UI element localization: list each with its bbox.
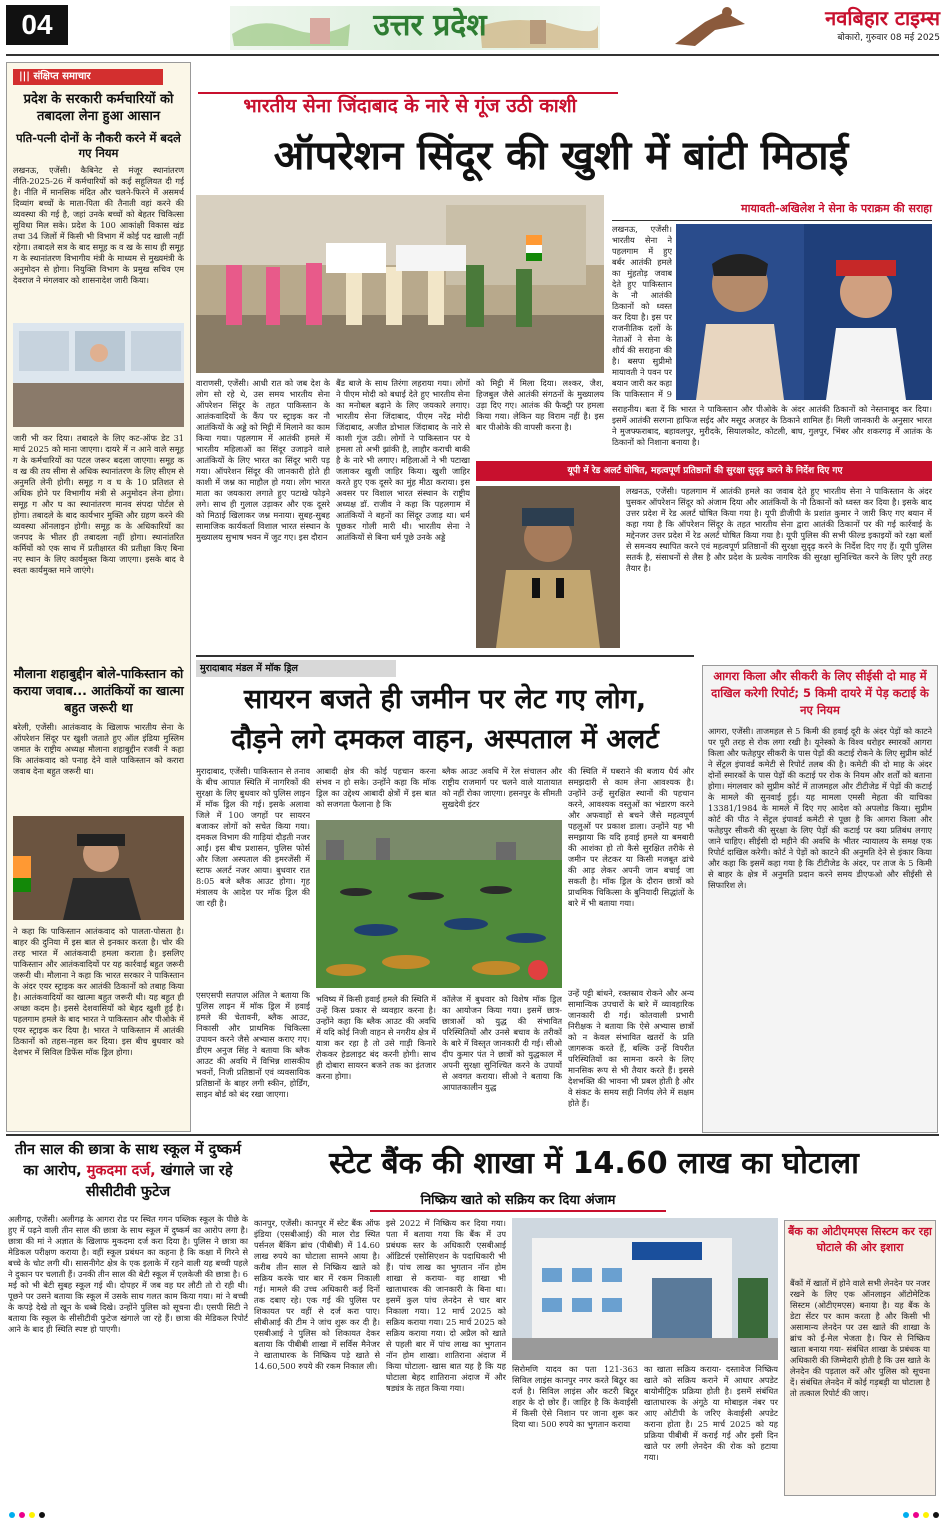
lead-body-col1: वाराणसी, एजेंसी। आधी रात को जब देश के लोग सो रहे थे, उस समय भारतीय सेना ऑपरेशन सिंदूर के तहत पाकिस्तान के आतंकवादियों के कैंप पर स्ट्राइक कर नौ आतंकियों के अड्डे को मिट्टी में मिलाने का काम किया गया। पहलगाम में आतंकी हमले में भारतीय महिलाओं का सिंदूर उजाड़ने वाले आतंकियों के लिए भारत का सिंदूर भारी पड़ गया। ऑपरेशन सिंदूर की जानकारी होते ही काशी में जश्न का माहौल हो गया। लोग भारत माता का जयकारा लगाते हुए पटाखे फोड़ने लगे। साथ ही गुलाल उड़ाकर और एक दूसरे को मिठाई खिलाकर जश्न मनाया। सुबह-सुबह सामाजिक कार्यकर्ता विशाल भारत संस्थान के मुख्यालय सुभाष भवन में जुट गए। इस दौरान (196, 378, 330, 542)
drill-col2: आबादी क्षेत्र की कोई पहचान करना संभव न हो सके। उन्होंने कहा कि मॉक ड्रिल का उद्देश्य आबादी क्षेत्रों में इस बात को सजगता फैलाना है कि (316, 766, 436, 809)
lead-body-col2: बैंड बाजे के साथ तिरंगा लहराया गया। लोगों ने पीएम मोदी को बधाई देते हुए भारतीय सेना का मनोबल बढ़ाने के लिए जयकारे लगाए। भारतीय सेना जिंदाबाद, पीएम नरेंद्र मोदी जिंदाबाद, अजीत डोभाल जिंदाबाद के नारे से काशी गूंज उठी। लोगों ने पाकिस्तान पर ये हमला तो अभी झांकी है, लाहौर कराची बाकी है के नारे भी लगाए। महिलाओं ने भी पटाखा जलाकर खुशी जाहिर किया। खुशी जाहिर करते हुए एक दूसरे का मुंह मीठा कराया। इस अवसर पर विशाल भारत संस्थान के राष्ट्रीय अध्यक्ष डॉ. राजीव ने कहा कि पहलगाम में आतंकियों ने बहनों का सिंदूर उजाड़ था। धर्म पूछकर गोली मारी थी। भारतीय सेना ने आतंकियों से बिना धर्म पूछे उनके अड्डे (336, 378, 470, 542)
side-story-body: लखनऊ, एजेंसी। भारतीय सेना ने पहलगाम में हुए बर्बर आतंकी हमले का मुंहतोड़ जवाब देते हुए पाकिस्तान के नौ आतंकी ठिकानों को ध्वस्त कर दिया है। इस पर राजनीतिक दलों के नेताओं ने सेना के शौर्य की सराहना की है। बसपा सुप्रीमो मायावती ने पवन पर बयान जारी कर कहा कि पाकिस्तान में 9 (612, 224, 672, 399)
drill-col3: ब्लैक आउट अवधि में रेल संचालन और राष्ट्रीय राजमार्ग पर चलने वाले यातायात को नहीं रोका जाएगा। हसनपुर के सीमती सुखदेवी इंटर (442, 766, 562, 809)
alert-head: यूपी में रेड अलर्ट घोषित, महत्वपूर्ण प्रतिष्ठानों की सुरक्षा सुदृढ़ करने के निर्देश दिए गए (567, 466, 843, 476)
crime-headline: तीन साल की छात्रा के साथ स्कूल में दुष्कर्म का आरोप, मुकदमा दर्ज, खंगाले जा रहे सीसीटीवी फुटेज (15, 1142, 241, 1200)
section-title: उत्तर प्रदेश (373, 8, 487, 43)
side-story-head: मायावती-अखिलेश ने सेना के पराक्रम की सराहा (741, 202, 932, 215)
masthead-rule (6, 54, 939, 56)
drill-col1: मुरादाबाद, एजेंसी। पाकिस्तान से तनाव के बीच आपात स्थिति में नागरिकों की सुरक्षा के लिए बुधवार को पुलिस लाइन में मॉक ड्रिल की गई। इसके अलावा जिले में 100 जगहों पर सायरन बजाकर लोगों को सचेत किया गया। दमकल विभाग की गाड़ियां दौड़ती नजर आईं। इस बीच प्रशासन, पुलिस फोर्स और जिला अस्पताल की इमरजेंसी में स्टाफ अलर्ट नजर आया। बुधवार रात 8:05 बजे ब्लैक आउट होगा। गृह मंत्रालय के आदेश पर मॉक ड्रिल की जा रही है। (196, 766, 310, 908)
bank-col2: इसे 2022 में निष्क्रिय कर दिया गया। पता में बताया गया कि बैंक में उप प्रबंधक स्तर के अधिकारी एसबीआई ऑडिटर्स एसोसिएशन के पदाधिकारी भी हैं। पांच लाख का भुगतान नॉन होम शाखा से कराया- वह शाखा भी खाताधारक की जानकारी के बिना था। इसमें कुल पांच लेनदेन से चार बार निकाला गया। 12 मार्च 2025 को सक्रिय कराया गया। 25 मार्च 2025 को सक्रिय कराया गया। दो अप्रैल को खाते से पहली बार में पांच लाख का भुगतान नॉन होम शाखा। शातिराना अंदाज में किया घोटाला- खास बात यह है कि यह घोटाला बेहद शातिराना अंदाज में और षड्यंत्र के तहत किया गया। (386, 1218, 506, 1393)
paper-name: नवबिहार टाइम्स (825, 6, 940, 30)
video-call-photo (13, 323, 184, 427)
lead-kicker-text: भारतीय सेना जिंदाबाद के नारे से गूंज उठी काशी (243, 95, 577, 117)
dgp-photo (476, 486, 620, 648)
sidebar-text-transfer: लखनऊ, एजेंसी। कैबिनेट से मंजूर स्थानांतरण नीति-2025-26 में कर्मचारियों को कई सहूलियत दी गई है। नीति में मानसिक मंदित और चलने-फिरने में असमर्थ दिव्यांग बच्चों के माता-पिता की तैनाती वहां करने की व्यवस्था की गई है, जहां उनके बच्चों को बेहतर चिकित्सा सुविधा मिल सके। प्रदेश के 100 आकांक्षी विकास खंड तथा 34 जिलों में किसी भी विभाग में कोई पद खाली नहीं रहेगा। तबादले सत्र के बाद समूह क व ख के साथ ही समूह ग के स्थानांतरण विभागीय मंत्री के माध्यम से मुख्यमंत्री के अनुमोदन से होगा। नियुक्ति विभाग के प्रमुख सचिव एम देवराज ने मंगलवार को शासनादेश जारी किया। (13, 165, 184, 285)
mock-drill-photo (316, 820, 562, 988)
agra-headline: आगरा किला और सीकरी के लिए सीईसी दो माह में दाखिल करेगी रिपोर्ट; 5 किमी दायरे में पेड़ कटाई के नए नियम (711, 669, 929, 717)
sbi-branch-photo (512, 1218, 778, 1360)
drill-headline-1: सायरन बजते ही जमीन पर लेट गए लोग, (243, 684, 647, 715)
masthead-figure (655, 4, 765, 48)
drill-top-rule (196, 655, 694, 657)
varanasi-rally-photo (196, 195, 604, 373)
alert-body: लखनऊ, एजेंसी। पहलगाम में आतंकी हमले का जवाब देते हुए भारतीय सेना ने पाकिस्तान के अंदर घुसकर ऑपरेशन सिंदूर को अंजाम दिया और आतंकियों के नौ ठिकानों को ध्वस्त कर दिया है। इसके बाद उत्तर प्रदेश में रेड अलर्ट घोषित किया गया है। यूपी डीजीपी के प्रशांत कुमार ने जारी किए गए बयान में कहा गया है कि ऑपरेशन सिंदूर के तहत भारतीय सेना द्वारा आतंकी ठिकानों पर की गई कार्रवाई के मद्देनजर उत्तर प्रदेश में रेड अलर्ट घोषित किया गया है। यूपी पुलिस की सभी फील्ड इकाइयों को रक्षा बलों से समन्वय स्थापित करने एवं महत्वपूर्ण प्रतिष्ठानों की सुरक्षा सुदृढ़ करने के निर्देश दिए गए हैं। यूपी पुलिस सतर्क है, संसाधनों से लैस है और प्रदेश के प्रत्येक नागरिक की सुरक्षा सुनिश्चित करने के लिए पूरी तरह तैयार है। (626, 486, 932, 573)
side-story-body-2: सराहनीय। बता दें कि भारत ने पाकिस्तान और पीओके के अंदर आतंकी ठिकानों को नेस्तनाबूद कर दिया। इसमें आतंकी सरगना हाफिज सईद और मसूद अजहर के ठिकाने शामिल हैं। मिली जानकारी के अनुसार भारत ने मुजफ्फराबाद, बहावलपुर, मुरीदके, सियालकोट, कोटली, बाघ, गुलपुर, भिंबर और शकरगढ़ में आतंक के ठिकानों को निशाना बनाया है। (612, 404, 932, 447)
lower-rule (6, 1134, 939, 1136)
drill-headline-2: दौड़ने लगे दमकल वाहन, अस्पताल में अलर्ट (231, 724, 659, 755)
page-number: 04 (6, 5, 68, 45)
bank-headline: स्टेट बैंक की शाखा में 14.60 लाख का घोटाला (329, 1146, 859, 1181)
drill-col4: की स्थिति में घबराने की बजाय धैर्य और समझदारी से काम लेना आवश्यक है। उन्होंने उन्हें सुरक्षित स्थानों की पहचान करने, आवश्यक वस्तुओं का भंडारण करने और अफवाहों से बचने जैसे महत्वपूर्ण पहलुओं पर प्रकाश डाला। उन्होंने यह भी समझाया कि यदि हवाई हमले या बमबारी की आशंका हो तो कैसे सुरक्षित तरीके से जमीन पर लेटकर या किसी मजबूत ढांचे की आड़ लेकर अपनी जान बचाई जा सकती है। मॉक ड्रिल के दौरान छात्रों को प्राथमिक चिकित्सा के बुनियादी सिद्धांतों के बारे में भी बताया गया। (568, 766, 694, 908)
bank-col1: कानपुर, एजेंसी। कानपुर में स्टेट बैंक ऑफ इंडिया (एसबीआई) की माल रोड स्थित पर्सनल बैंकिंग ब्रांच (पीबीबी) में 14.60 लाख रुपये का घोटाला सामने आया है। करीब तीन साल से निष्क्रिय खाते को सक्रिय करके चार बार में रकम निकाली गई। मामले की उच्च अधिकारी कई दिनों तक दबाए रहे। एक गई की पुलिस पर शिकायत पर वहीं से दर्ज करा पाए। सीबीआई की टीम ने जांच शुरू कर दी है। एसबीआई ने पुलिस को शिकायत देकर बताया कि पीबीबी शाखा में सर्विस मैनेजर ने खाताधारक के निष्क्रिय पड़े खाते से 14.60,500 रुपये की रकम निकाल ली। (254, 1218, 380, 1371)
sidebar-text-maulana: बरेली, एजेंसी। आतंकवाद के खिलाफ भारतीय सेना के ऑपरेशन सिंदूर पर खुशी जताते हुए ऑल इंडिया मुस्लिम जमात के राष्ट्रीय अध्यक्ष मौलाना शहाबुद्दीन रजवी ने कहा कि आतंकवाद को पनाह देने वाले पाकिस्तान को करारा जवाब देना बहुत जरूरी था। (13, 722, 184, 776)
lead-body-col3: को मिट्टी में मिला दिया। लश्कर, जैश, हिजबुल जैसे आतंकी संगठनों के मुख्यालय उड़ा दिए गए। आतंक की फैक्ट्री पर हमला किया गया। लेकिन यह विराम नहीं है। इस बार पीओके की वापसी करना है। (476, 378, 604, 432)
otms-headline: बैंक का ओटीएमएस सिस्टम कर रहा घोटाले की ओर इशारा (788, 1225, 932, 1254)
bank-deck: निष्क्रिय खाते को सक्रिय कर दिया अंजाम (420, 1193, 616, 1208)
drill-bottom-1: एसएसपी सतपाल अंतिल ने बताया कि पुलिस लाइन में मॉक ड्रिल में हवाई हमले की चेतावनी, ब्लैक आउट, निकासी और प्राथमिक चिकित्सा उपायन करने जैसे अभ्यास कराए गए। डीएम अनुज सिंह ने बताया कि ब्लैक आउट की अवधि में विभिन्न शासकीय भवनों, निजी प्रतिष्ठानों एवं व्यवसायिक प्रतिष्ठानों के बाहर लगी स्कीन, होर्डिंग, साइन बोर्ड को बंद रखा जाएगा। (196, 990, 310, 1099)
sidebar-headline-maulana: मौलाना शहाबुद्दीन बोले-पाकिस्तान को कराया जवाब... आतंकियों का खात्मा बहुत जरूरी था (13, 666, 184, 715)
maulana-photo (13, 816, 184, 920)
bank-col3: सिरोमणि यादव का पता 121-363 सिविल लाइंस कानपुर नगर करते बिठूर का दर्ज है। सिविल लाइंस और कटरी बिठूर शहर के दो छोर हैं। जाहिर है कि केवाईसी में किसी ऐसे निशान पर जाना शुरू कर दिया था। 500 रुपये का भुगतान कराया (512, 1364, 638, 1429)
otms-body: बैंकों में खातों में होने वाले सभी लेनदेन पर नजर रखने के लिए एक ऑनलाइन ऑटोमेटिक सिस्टम (ओटीएमएस) बनाया है। यह बैंक के डेटा सेंटर पर काम करता है और किसी भी असामान्य लेनदेन पर उस खाते की शाखा के ब्रांच को ई-मेल भेजता है। फिर से निष्क्रिय खाता बनाया गया- संबंधित शाखा के प्रबंधक या अधिकारी की जिम्मेदारी होती है कि उस खाते के लेनदेन की पड़ताल करें और पुलिस को सूचना दें। संबंधित लेनदेन में कोई गड़बड़ी या घोटाला है तो तत्काल रिपोर्ट की जाए। (790, 1278, 930, 1398)
drill-bottom-2: भविष्य में किसी हवाई हमले की स्थिति में उन्हें किस प्रकार से व्यवहार करना है। उन्होंने कहा कि ब्लैक आउट की अवधि में यदि कोई निजी वाहन से नगरीय क्षेत्र में यात्रा कर रहा है तो उसे गाड़ी किनारे रोककर हेडलाइट बंद करनी होगी। साथ ही दोबारा सायरन बजने तक का इंतजार करना होगा। (316, 994, 436, 1081)
print-color-bar (6, 1504, 939, 1512)
brief-tag: ||| संक्षिप्त समाचार (13, 69, 163, 85)
drill-bottom-3: कॉलेज में बुधवार को विशेष मॉक ड्रिल का आयोजन किया गया। इसमें छात्र-छात्राओं को युद्ध की संभावित परिस्थितियों और उनसे बचाव के तरीकों के बारे में विस्तृत जानकारी दी गई। सीओ दीप कुमार पंत ने छात्रों को युद्धकाल में अपनी सुरक्षा सुनिश्चित करने के उपायों से अवगत कराया। सीओ ने बताया कि आपातकालीन युद्ध (442, 994, 562, 1092)
sidebar-subhead-transfer: पति-पत्नी दोनों के नौकरी करने में बदले गए नियम (16, 131, 181, 160)
bank-col4: का खाता सक्रिय कराया- दस्तावेज निष्क्रिय खाते को सक्रिय कराने में आधार अपडेट बायोमीट्रिक प्रक्रिया होती है। इसमें संबंधित खाताधारक के अंगूठे या मोबाइल नंबर पर आए ओटीपी के जरिए केवाईसी अपडेट कराना होता है। 25 मार्च 2025 को यह प्रक्रिया पीबीबी में कराई गई और इसी दिन खाते पर लगी लेनदेन की रोक को हटाया गया। (644, 1364, 778, 1462)
sidebar-text-transfer-2: जारी भी कर दिया। तबादले के लिए कट-ऑफ डेट 31 मार्च 2025 को माना जाएगा। दायरे में न आने वाले समूह ग के कर्मचारियों का पटल जरूर बदला जाएगा। समूह क व ख की तय सीमा से अधिक स्थानांतरण के लिए सीएम से अनुमति लेनी होगी। समूह ग व घ के 10 प्रतिशत से अधिक होने पर विभागीय मंत्री से अनुमोदन लेना होगा। समूह ग और घ का स्थानांतरण मानव संपदा पोर्टल से होगा। तबादले के बाद कार्यभार मुक्ति और ग्रहण करने की व्यवस्था ऑनलाइन होगी। समूह क के अधिकारियों का जनपद के भीतर ही तबादला नहीं होगा। स्थानांतरित कर्मियों को एक साथ में प्रतीक्षारत की प्रतीक्षा किए बिना नए स्थान के लिए कार्यमुक्त किया जाएगा। इसके बाद वे स्वतः कार्यमुक्त माने जाएंगे। (13, 433, 184, 575)
drill-col4b: उन्हें पट्टी बांधने, रक्तस्राव रोकने और अन्य सामान्यिक उपचारों के बारे में व्यावहारिक जानकारी दी गई। कोतवाली प्रभारी निरीक्षक ने बताया कि ऐसे अभ्यास छात्रों को न केवल संभावित खतरों के प्रति जागरूक करते हैं, बल्कि उन्हें विपरीत परिस्थितियों का सामना करने के लिए मानसिक रूप से भी तैयार करते हैं। इससे देशभक्ति की भावना भी प्रबल होती है और वे संकट के समय सही निर्णय लेने में सक्षम होते हैं। (568, 988, 694, 1108)
sidebar-headline-transfer: प्रदेश के सरकारी कर्मचारियों को तबादला लेना हुआ आसान (23, 92, 174, 124)
drill-tag: मुरादाबाद मंडल में मॉक ड्रिल (200, 663, 298, 674)
issue-date: बोकारो, गुरुवार 08 मई 2025 (837, 33, 940, 43)
sidebar-text-maulana-2: ने कहा कि पाकिस्तान आतंकवाद को पालता-पोसता है। बाहर की दुनिया में इस बात से इनकार करता है। चोर की तरह भारत में आतंकवादी हमला कराता है। इसलिए पाकिस्तान और आतंकवादियों पर यह कार्रवाई बहुत जरूरी जरूरी थी। मौलाना ने कहा कि भारत सरकार ने पाकिस्तान के अंदर एयर स्ट्राइक कर आतंकी ठिकानों को तबाह किया है। आतंकवादियों का खात्मा बहुत जरूरी थी। यह बहुत ही अच्छा कदम है। इससे देशवासियों को बेहद खुशी हुई है। पहलगाम हमले के बाद भारत ने पाकिस्तान और पीओके में एयर स्ट्राइक कर दिया है। भारत ने पाकिस्तान में आतंकी ठिकानों को तहस-नहस कर दिया। इस बीच बुधवार को देशभर में सिविल डिफेंस मॉक ड्रिल होगा। (13, 926, 184, 1057)
crime-body: अलीगढ़, एजेंसी। अलीगढ़ के आगरा रोड पर स्थित गगन पब्लिक स्कूल के पीछे के हुए में पढ़ने वाली तीन साल की छात्रा के साथ स्कूल में दुष्कर्म का आरोप लगा है। छात्रा की मां ने अज्ञात के खिलाफ मुकदमा दर्ज करा दिया है। पुलिस ने छात्रा का मेडिकल परीक्षण कराया है। वहीं स्कूल प्रबंधन का कहना है कि कक्षा में गिरने से बच्चे के चोट लगी थी। सासनीगेट क्षेत्र के एक इलाके में रहने वाली यह बच्ची पहले ने दुकान पर चलाती हैं। उनकी तीन साल की बेटी स्कूल में एलकेजी की छात्रा है। 6 मई को भी बेटी सुबह स्कूल गई थी। दोपहर में जब वह घर लौटी तो रो रही थी। पूछने पर उसने बताया कि स्कूल में उसके साथ गलत काम किया गया। मां ने बच्ची के कपड़े देखे तो खून के धब्बे दिखे। उन्होंने पुलिस को सूचना दी। एसपी सिटी ने बताया कि स्कूल के सीसीटीवी फुटेज खंगाले जा रहे हैं। छात्रा की मेडिकल रिपोर्ट आने के बाद ही स्थिति स्पष्ट हो पाएगी। (8, 1214, 248, 1334)
agra-body: आगरा, एजेंसी। ताजमहल से 5 किमी की हवाई दूरी के अंदर पेड़ों को काटने पर पूरी तरह से रोक लगा रखी है। यूनेस्को के विश्व धरोहर स्मारकों आगरा किला और फतेहपुर सीकरी के पास पेड़ों की कटाई रोकने के लिए सुप्रीम कोर्ट ने सेंट्रल इंपावर्ड कमेटी से रिपोर्ट तलब की है। कमेटी की दो माह के अंदर दोनों स्मारकों के पास पेड़ों की कटाई पर रोक के नियम और शर्तों को बताना होगा। मंगलवार को सुप्रीम कोर्ट में ताजमहल और टीटीजेड में पेड़ों की कटाई के मामले की सुनवाई हुई। यह मामला एमसी मेहता की याचिका 13381/1984 के मामले में दिए गए आदेश को अपलोड किया। सुप्रीम कोर्ट की पीठ ने सेंट्रल इंपावर्ड कमेटी से पूछा है कि आगरा किला और फतेहपुर सीकरी की सुरक्षा के लिए पेड़ों की कटाई पर क्या प्रतिबंध लगाए जाने चाहिए। सीईसी दो महीने की अवधि के भीतर न्यायालय के समक्ष एक रिपोर्ट दाखिल करेगी। कोर्ट ने पेड़ों को काटने की अनुमति देने से इंकार किया और कहा कि इसमें कहा गया है कि टीटीजेड के अंदर, पर ताज के 5 किमी से बाहर के क्षेत्र में अनुमति प्रदान करने समय डीएफओ और सीईसी से सिफारिश ले। (708, 726, 932, 890)
crime-headline-red: मुकदमा दर्ज, (86, 1163, 156, 1179)
mayawati-akhilesh-photo (676, 224, 932, 400)
lead-headline: ऑपरेशन सिंदूर की खुशी में बांटी मिठाई (273, 133, 849, 179)
side-story-rule (612, 220, 932, 221)
sidebar (6, 62, 191, 1132)
